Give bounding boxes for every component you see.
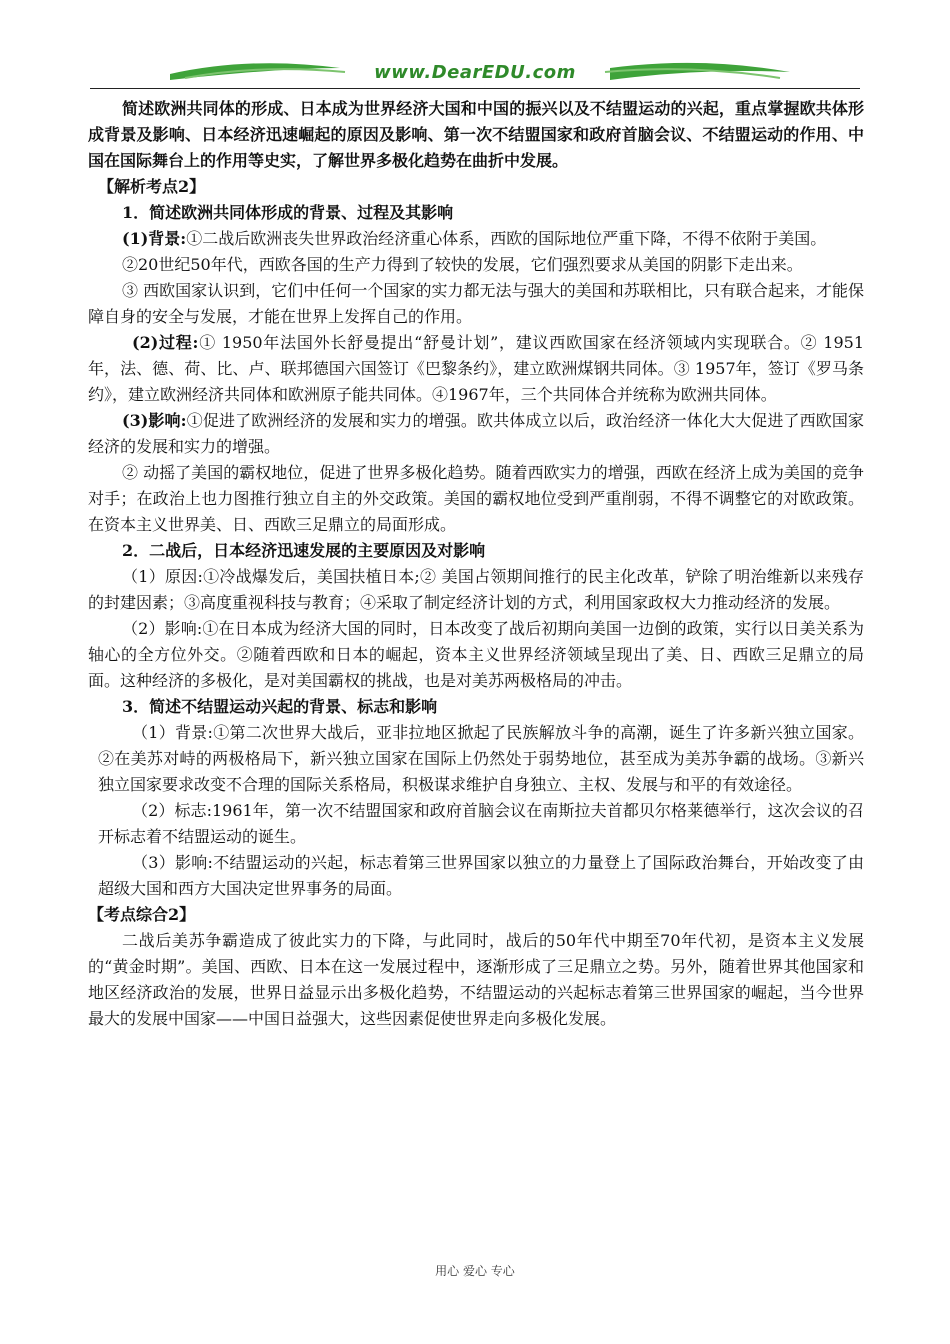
intro-paragraph: 简述欧洲共同体的形成、日本成为世界经济大国和中国的振兴以及不结盟运动的兴起，重点掌握欧共体形成背景及影响、日本经济迅速崛起的原因及影响、第一次不结盟国家和政府首脑会议、不结盟运动的作用、中国在国际舞台上的作用等史实，了解世界多极化趋势在曲折中发展。 bbox=[88, 99, 864, 170]
section-heading-analysis: 【解析考点2】 bbox=[98, 177, 206, 196]
q1-background-text-1: ①二战后欧洲丧失世界政治经济重心体系，西欧的国际地位严重下降，不得不依附于美国。 bbox=[186, 229, 827, 248]
q1-impact-1 bbox=[88, 408, 864, 460]
q2-impact: （2）影响:①在日本成为经济大国的同时，日本改变了战后初期向美国一边倒的政策，实行以日美关系为轴心的全方位外交。②随着西欧和日本的崛起，资本主义世界经济领域呈现出了美、日、西欧三足鼎立的局面。这种经济的多极化，是对美国霸权的挑战，也是对美苏两极格局的冲击。 bbox=[88, 619, 864, 690]
q2-reason: （1）原因:①冷战爆发后，美国扶植日本;② 美国占领期间推行的民主化改革，铲除了明治维新以来残存的封建因素；③高度重视科技与教育；④采取了制定经济计划的方式，利用国家政权大力推动经济的发展。 bbox=[88, 567, 864, 612]
q1-impact-label: (3)影响: bbox=[122, 411, 187, 430]
page-footer: 用心 爱心 专心 bbox=[435, 1264, 515, 1278]
q1-background-3: ③ 西欧国家认识到，它们中任何一个国家的实力都无法与强大的美国和苏联相比，只有联合起来，才能保障自身的安全与发展，才能在世界上发挥自己的作用。 bbox=[88, 281, 864, 326]
q3-impact: （3）影响:不结盟运动的兴起，标志着第三世界国家以独立的力量登上了国际政治舞台，开始改变了由超级大国和西方大国决定世界事务的局面。 bbox=[98, 853, 864, 898]
section-heading-summary: 【考点综合2】 bbox=[88, 905, 196, 924]
q3-background: （1）背景:①第二次世界大战后，亚非拉地区掀起了民族解放斗争的高潮，诞生了许多新兴独立国家。②在美苏对峙的两极格局下，新兴独立国家在国际上仍然处于弱势地位，甚至成为美苏争霸的战场。③新兴独立国家要求改变不合理的国际关系格局，积极谋求维护自身独立、主权、发展与和平的有效途径。 bbox=[98, 723, 864, 794]
site-header bbox=[90, 52, 860, 92]
q3-sign: （2）标志:1961年，第一次不结盟国家和政府首脑会议在南斯拉夫首都贝尔格莱德举行，这次会议的召开标志着不结盟运动的诞生。 bbox=[98, 801, 864, 846]
q1-title: 1．简述欧洲共同体形成的背景、过程及其影响 bbox=[122, 203, 454, 222]
site-logo: www.DearEDU.com bbox=[374, 62, 576, 83]
q2-title: 2．二战后，日本经济迅速发展的主要原因及对影响 bbox=[122, 541, 486, 560]
q1-impact-text-1: ①促进了欧洲经济的发展和实力的增强。欧共体成立以后，政治经济一体化大大促进了西欧国家经济的发展和实力的增强。 bbox=[88, 411, 864, 456]
q1-background-label: (1)背景: bbox=[122, 229, 187, 248]
q3-title: 3．简述不结盟运动兴起的背景、标志和影响 bbox=[122, 697, 438, 716]
q1-background-1 bbox=[88, 226, 864, 252]
q1-process-label: (2)过程: bbox=[132, 333, 199, 352]
q1-process bbox=[88, 330, 864, 408]
header-rule bbox=[90, 88, 860, 89]
q3-body bbox=[88, 720, 864, 902]
document-body bbox=[88, 96, 864, 1032]
q1-impact-2: ② 动摇了美国的霸权地位，促进了世界多极化趋势。随着西欧实力的增强，西欧在经济上成为美国的竞争对手；在政治上也力图推行独立自主的外交政策。美国的霸权地位受到严重削弱，不得不调整它的对欧政策。在资本主义世界美、日、西欧三足鼎立的局面形成。 bbox=[88, 463, 864, 534]
q1-background-2: ②20世纪50年代，西欧各国的生产力得到了较快的发展，它们强烈要求从美国的阴影下走出来。 bbox=[122, 255, 803, 274]
summary-paragraph: 二战后美苏争霸造成了彼此实力的下降，与此同时，战后的50年代中期至70年代初，是资本主义发展的“黄金时期”。美国、西欧、日本在这一发展过程中，逐渐形成了三足鼎立之势。另外，随着世界其他国家和地区经济政治的发展，世界日益显示出多极化趋势，不结盟运动的兴起标志着第三世界国家的崛起，当今世界最大的发展中国家——中国日益强大，这些因素促使世界走向多极化发展。 bbox=[88, 931, 864, 1028]
q1-process-text: ① 1950年法国外长舒曼提出“舒曼计划”，建议西欧国家在经济领域内实现联合。② 1951年，法、德、荷、比、卢、联邦德国六国签订《巴黎条约》，建立欧洲煤钢共同体。③ 1957年，签订《罗马条约》，建立欧洲经济共同体和欧洲原子能共同体。④1967年，三个共同体合并统称为欧洲共同体。 bbox=[88, 333, 864, 404]
